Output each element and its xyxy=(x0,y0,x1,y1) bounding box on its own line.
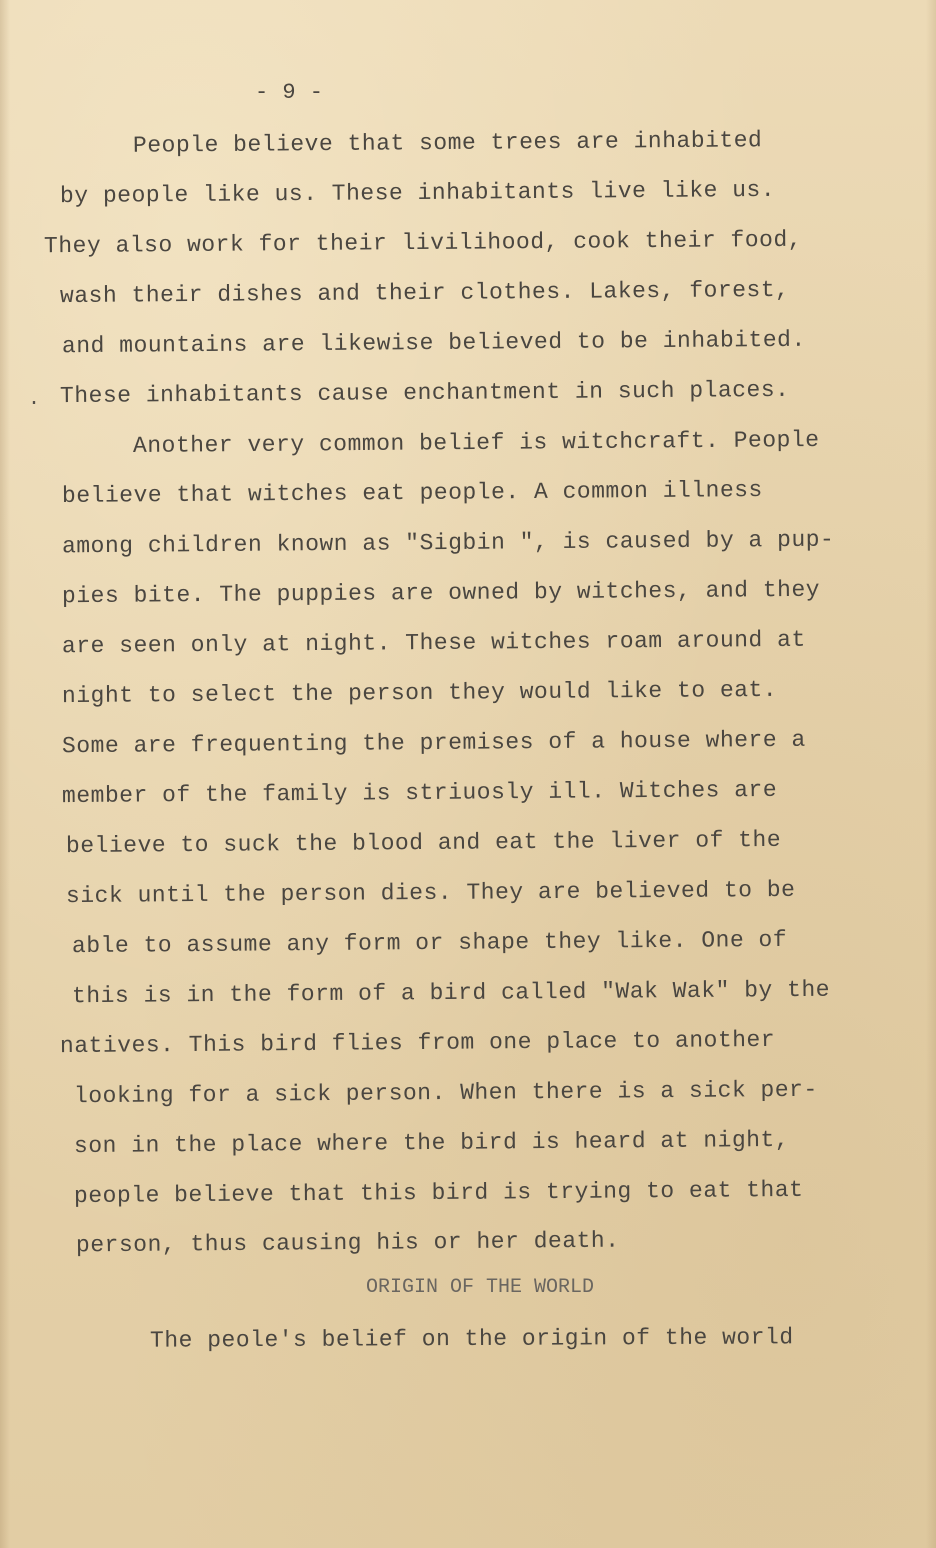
body-line: People believe that some trees are inhabited xyxy=(132,127,763,159)
body-line: wash their dishes and their clothes. Lakes, forest, xyxy=(59,276,790,310)
body-line: son in the place where the bird is heard at night, xyxy=(73,1126,790,1160)
body-line: natives. This bird flies from one place to another xyxy=(59,1026,776,1060)
body-line: people believe that this bird is trying to eat that xyxy=(73,1176,804,1210)
body-line: and mountains are likewise believed to be inhabited. xyxy=(61,326,806,360)
margin-dot: . xyxy=(28,388,41,411)
body-line: Some are frequenting the premises of a house where a xyxy=(61,726,806,760)
body-line: person, thus causing his or her death. xyxy=(75,1227,620,1259)
body-line: Another very common belief is witchcraft. People xyxy=(132,427,820,459)
body-line: this is in the form of a bird called "Wak Wak" by the xyxy=(71,976,831,1010)
paper-edge-right xyxy=(926,0,936,1548)
body-line: These inhabitants cause enchantment in such places. xyxy=(59,376,790,410)
body-line: believe to suck the blood and eat the liver of the xyxy=(65,826,782,860)
body-line: able to assume any form or shape they like. One of xyxy=(71,926,788,960)
body-line: member of the family is striuosly ill. Witches are xyxy=(61,776,778,810)
body-line: The peole's belief on the origin of the world xyxy=(149,1324,794,1354)
body-line: night to select the person they would like to eat. xyxy=(61,676,778,710)
body-line: They also work for their livilihood, cook their food, xyxy=(43,226,803,260)
section-heading: ORIGIN OF THE WORLD xyxy=(366,1276,595,1299)
body-line: believe that witches eat people. A common illness xyxy=(61,476,763,510)
body-line: by people like us. These inhabitants live like us. xyxy=(59,176,776,210)
paper-edge-left xyxy=(0,0,10,1548)
body-line: pies bite. The puppies are owned by witches, and they xyxy=(61,576,821,610)
page-number: - 9 - xyxy=(255,80,324,105)
body-line: sick until the person dies. They are believed to be xyxy=(65,876,796,910)
body-line: are seen only at night. These witches roam around at xyxy=(61,626,806,660)
body-line: among children known as "Sigbin ", is caused by a pup- xyxy=(61,526,835,560)
body-line: looking for a sick person. When there is a sick per- xyxy=(73,1076,818,1110)
